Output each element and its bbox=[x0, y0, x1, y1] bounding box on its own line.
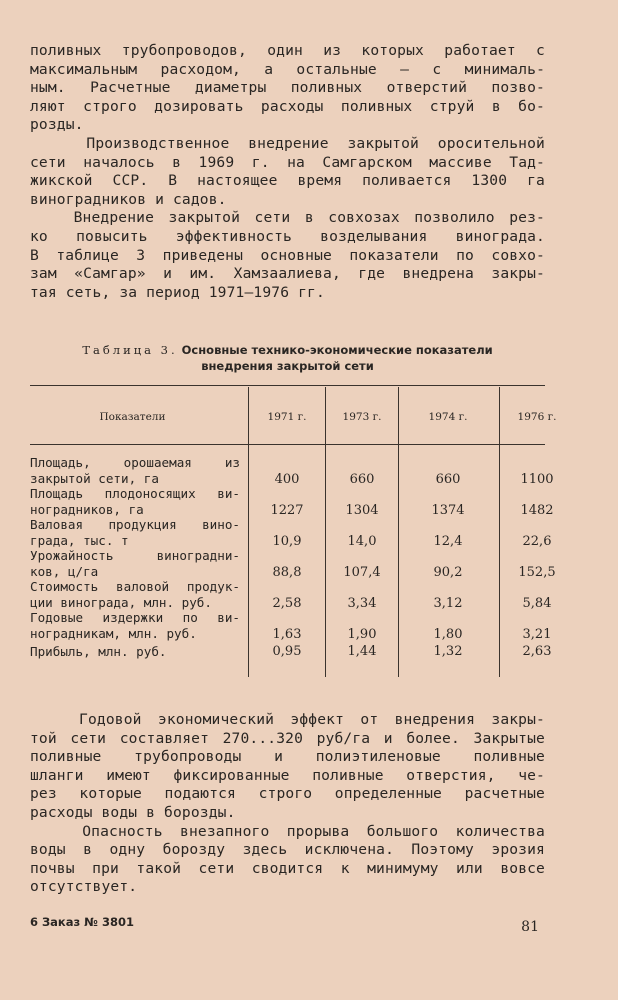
table-cell: 1100 bbox=[520, 472, 554, 487]
table-cell: 3,12 bbox=[433, 596, 463, 611]
row-label-line: ноградников, га bbox=[30, 501, 144, 517]
table-cell: 1,32 bbox=[433, 644, 463, 659]
table-cell: 660 bbox=[435, 472, 461, 487]
text-p3-line-1: Внедрение закрытой сети в совхозах позволило рез- bbox=[30, 209, 545, 227]
row-label-4 bbox=[30, 548, 240, 579]
table-cell: 2,58 bbox=[272, 596, 302, 611]
row-label-line: Прибыль, млн. руб. bbox=[30, 644, 167, 659]
table-cell: 1304 bbox=[345, 503, 379, 518]
row-label-line: Площадь плодоносящих ви- bbox=[30, 486, 240, 501]
row-label-3 bbox=[30, 517, 240, 548]
row-label-line: Урожайность виноградни- bbox=[30, 548, 240, 563]
text-p2-line-3: жикской ССР. В настоящее время поливается 1300 га bbox=[30, 172, 545, 190]
table-cell: 10,9 bbox=[272, 534, 302, 549]
page-footer bbox=[30, 915, 545, 935]
table-cell: 0,95 bbox=[272, 644, 302, 659]
table-cell: 1374 bbox=[431, 503, 465, 518]
table-cell: 1482 bbox=[520, 503, 554, 518]
text-p1-line-4: ляют строго дозировать расходы поливных струй в бо- bbox=[30, 97, 545, 115]
row-label-1 bbox=[30, 455, 240, 486]
text-p3-line-2: ко повысить эффективность возделывания винограда. bbox=[30, 227, 545, 245]
text2-p4-line-6: расходы воды в борозды. bbox=[30, 803, 236, 821]
header-indicator: Показатели bbox=[99, 411, 166, 423]
text-p1-line-3: ным. Расчетные диаметры поливных отверстий позво- bbox=[30, 79, 545, 97]
table-col-divider-4 bbox=[499, 387, 500, 677]
row-label-7 bbox=[30, 644, 240, 660]
paragraph-2 bbox=[30, 135, 545, 209]
table-cell: 660 bbox=[349, 472, 375, 487]
row-label-line: ноградникам, млн. руб. bbox=[30, 625, 197, 641]
text2-p4-line-2: той сети составляет 270...320 руб/га и более. Закрытые bbox=[30, 729, 545, 747]
table-caption-line2: внедрения закрытой сети bbox=[201, 359, 374, 373]
row-label-line: закрытой сети, га bbox=[30, 470, 159, 486]
table-caption-label: Таблица 3. bbox=[82, 343, 178, 357]
row-label-line: ков, ц/га bbox=[30, 563, 99, 579]
table-top-rule bbox=[30, 385, 545, 386]
table-cell: 1,90 bbox=[347, 627, 377, 642]
row-label-line: ции винограда, млн. руб. bbox=[30, 594, 212, 610]
table-cell: 107,4 bbox=[343, 565, 381, 580]
table-cell: 5,84 bbox=[522, 596, 552, 611]
text-p2-line-4: виноградников и садов. bbox=[30, 190, 227, 208]
table-col-divider-3 bbox=[398, 387, 399, 677]
upper-text bbox=[30, 42, 545, 302]
paragraph-5 bbox=[30, 823, 545, 897]
table-cell: 3,34 bbox=[347, 596, 377, 611]
table-cell: 14,0 bbox=[347, 534, 377, 549]
paragraph-4 bbox=[30, 711, 545, 823]
table-caption bbox=[30, 342, 545, 374]
table-cell: 22,6 bbox=[522, 534, 552, 549]
row-label-line: Валовая продукция вино- bbox=[30, 517, 240, 532]
text-p2-line-1: Производственное внедрение закрытой оросительной bbox=[30, 134, 545, 152]
print-order: 6 Заказ № 3801 bbox=[30, 915, 135, 929]
text-p3-line-4: зам «Самгар» и им. Хамзаалиева, где внедрена закры- bbox=[30, 265, 545, 283]
row-label-line: Годовые издержки по ви- bbox=[30, 610, 240, 625]
table-cell: 3,21 bbox=[522, 627, 552, 642]
text2-p4-line-3: поливные трубопроводы и полиэтиленовые поливные bbox=[30, 748, 545, 766]
table-col-divider-1 bbox=[248, 387, 249, 677]
table-cell: 90,2 bbox=[433, 565, 463, 580]
header-year-1: 1971 г. bbox=[267, 411, 307, 423]
table-header-rule bbox=[30, 444, 545, 445]
text-p3-line-5: тая сеть, за период 1971—1976 гг. bbox=[30, 283, 325, 301]
text-p2-line-2: сети началось в 1969 г. на Самгарском массиве Тад- bbox=[30, 153, 545, 171]
text-p1-line-5: розды. bbox=[30, 116, 84, 134]
text2-p4-line-4: шланги имеют фиксированные поливные отверстия, че- bbox=[30, 766, 545, 784]
text2-p4-line-1: Годовой экономический эффект от внедрения закры- bbox=[30, 711, 545, 728]
row-label-line: града, тыс. т bbox=[30, 532, 129, 548]
text-p3-line-3: В таблице 3 приведены основные показатели по совхо- bbox=[30, 246, 545, 264]
table-cell: 88,8 bbox=[272, 565, 302, 580]
data-table bbox=[30, 385, 557, 678]
header-year-3: 1974 г. bbox=[428, 411, 468, 423]
table-cell: 2,63 bbox=[522, 644, 552, 659]
table-cell: 1227 bbox=[270, 503, 304, 518]
text2-p5-line-2: воды в одну борозду здесь исключена. Поэтому эрозия bbox=[30, 841, 545, 859]
table-cell: 400 bbox=[274, 472, 300, 487]
text2-p5-line-4: отсутствует. bbox=[30, 878, 138, 896]
table-cell: 152,5 bbox=[518, 565, 556, 580]
text-p1-line-1: поливных трубопроводов, один из которых работает с bbox=[30, 42, 545, 59]
row-label-line: Стоимость валовой продук- bbox=[30, 579, 240, 594]
page-number: 81 bbox=[521, 919, 539, 935]
text2-p5-line-1: Опасность внезапного прорыва большого количества bbox=[30, 822, 545, 840]
header-year-4: 1976 г. bbox=[517, 411, 557, 423]
text2-p5-line-3: почвы при такой сети сводится к минимуму или вовсе bbox=[30, 859, 545, 877]
row-label-6 bbox=[30, 610, 240, 641]
table-cell: 1,44 bbox=[347, 644, 377, 659]
paragraph-1 bbox=[30, 42, 545, 135]
table-caption-line1: Основные технико-экономические показатели bbox=[181, 343, 493, 357]
lower-text bbox=[30, 711, 545, 897]
table-cell: 12,4 bbox=[433, 534, 463, 549]
row-label-line: Площадь, орошаемая из bbox=[30, 455, 240, 470]
table-cell: 1,63 bbox=[272, 627, 302, 642]
text2-p4-line-5: рез которые подаются строго определенные расчетные bbox=[30, 785, 545, 803]
row-label-5 bbox=[30, 579, 240, 610]
text-p1-line-2: максимальным расходом, а остальные — с минималь- bbox=[30, 60, 545, 78]
row-label-2 bbox=[30, 486, 240, 517]
table-cell: 1,80 bbox=[433, 627, 463, 642]
header-year-2: 1973 г. bbox=[342, 411, 382, 423]
paragraph-3 bbox=[30, 209, 545, 302]
